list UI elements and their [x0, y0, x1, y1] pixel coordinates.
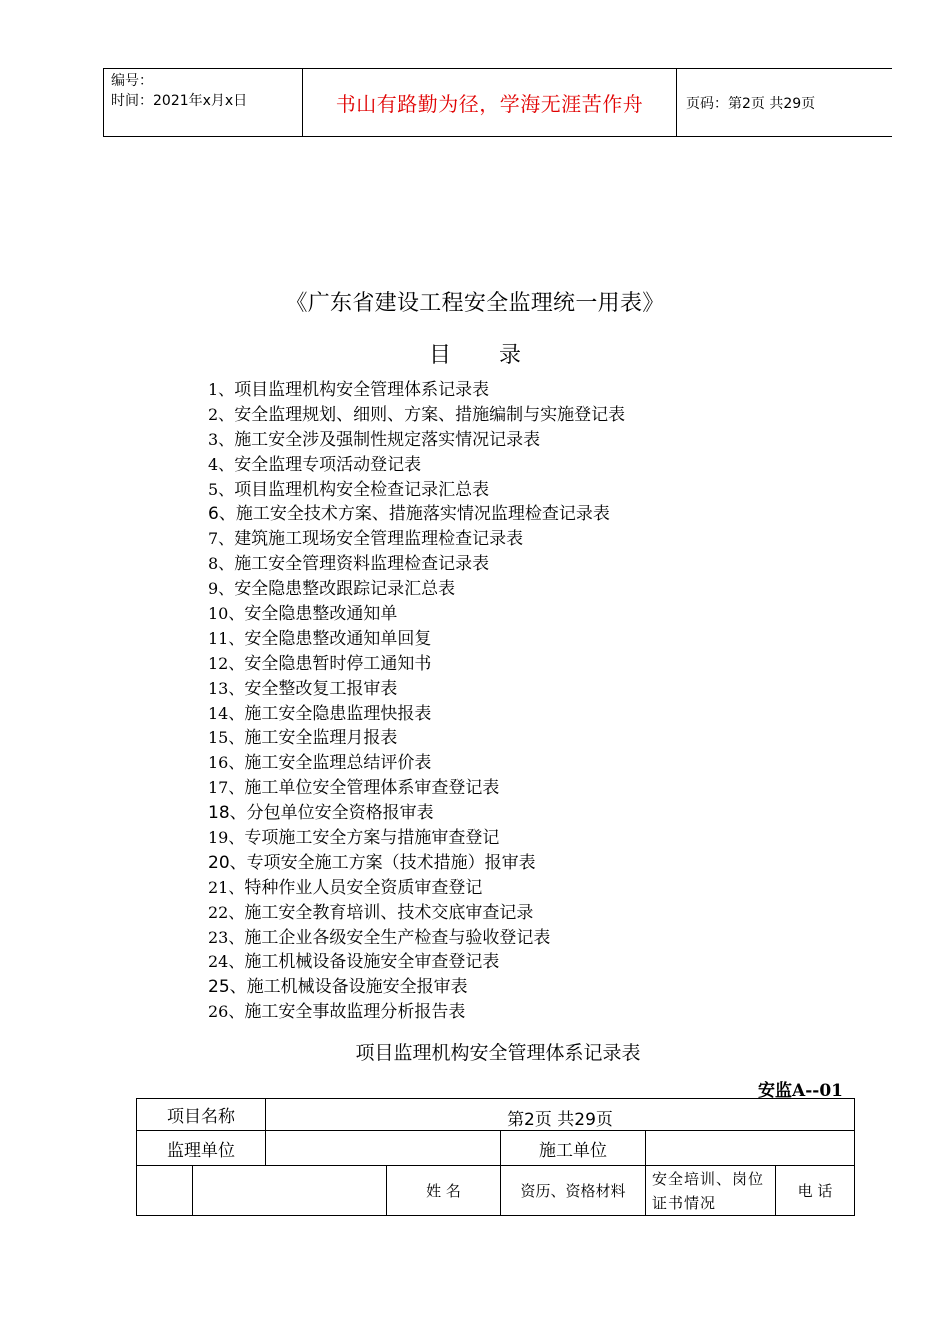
- col-training-header: 安全培训、岗位证书情况: [646, 1166, 776, 1216]
- toc-item-number: 24、: [208, 952, 245, 972]
- toc-item-number: 9、: [208, 579, 235, 599]
- toc-item: [208, 652, 625, 677]
- toc-item-text: 施工机械设备设施安全审查登记表: [244, 952, 500, 973]
- toc-item-number: 20、: [208, 852, 247, 873]
- toc-item: [208, 950, 625, 975]
- toc-item-number: 2、: [208, 404, 235, 424]
- toc-item: [208, 826, 625, 851]
- toc-item-text: 项目监理机构安全检查记录汇总表: [234, 479, 490, 500]
- toc-item-text: 施工安全监理总结评价表: [244, 753, 432, 774]
- table-of-contents: [208, 378, 625, 1025]
- toc-item-text: 专项安全施工方案（技术措施）报审表: [246, 852, 536, 873]
- toc-item-number: 19、: [208, 828, 245, 848]
- toc-item-number: 5、: [208, 479, 235, 499]
- toc-item-number: 7、: [208, 529, 235, 549]
- toc-item-number: 26、: [208, 1002, 245, 1022]
- col-phone-header: 电 话: [776, 1166, 855, 1216]
- toc-item: [208, 552, 625, 577]
- toc-item-number: 17、: [208, 778, 245, 798]
- toc-item-text: 施工安全隐患监理快报表: [244, 703, 432, 724]
- toc-item-text: 施工安全涉及强制性规定落实情况记录表: [234, 429, 541, 450]
- toc-item-text: 安全隐患整改通知单回复: [244, 628, 432, 649]
- col-qualification-header: 资历、资格材料: [501, 1166, 646, 1216]
- document-title: 《广东省建设工程安全监理统一用表》: [285, 291, 665, 316]
- toc-item-text: 施工安全技术方案、措施落实情况监理检查记录表: [235, 504, 610, 525]
- toc-item-number: 3、: [208, 429, 235, 449]
- toc-item: [208, 901, 625, 926]
- toc-item: [208, 702, 625, 727]
- number-label: 编号：: [111, 73, 153, 89]
- toc-item: [208, 577, 625, 602]
- toc-item-number: 4、: [208, 454, 235, 474]
- toc-item-number: 15、: [208, 728, 245, 748]
- supervisor-label: 监理单位: [137, 1131, 266, 1166]
- supervisor-field[interactable]: [266, 1131, 501, 1166]
- contractor-field[interactable]: [646, 1131, 855, 1166]
- toc-item: [208, 801, 625, 826]
- toc-item: [208, 851, 625, 876]
- toc-item: [208, 726, 625, 751]
- toc-heading-char-2: 录: [499, 343, 522, 368]
- toc-item: [208, 527, 625, 552]
- toc-heading: [0, 338, 950, 369]
- contractor-label: 施工单位: [501, 1131, 646, 1166]
- header-motto: 书山有路勤为径，学海无涯苦作舟: [303, 69, 677, 136]
- toc-item-number: 10、: [208, 604, 245, 624]
- toc-item-text: 安全监理专项活动登记表: [234, 454, 422, 475]
- toc-item-number: 25、: [208, 977, 247, 998]
- toc-item: [208, 502, 625, 527]
- toc-item: [208, 926, 625, 951]
- toc-item: [208, 677, 625, 702]
- toc-item-number: 12、: [208, 653, 245, 673]
- col-name-header: 姓 名: [387, 1166, 501, 1216]
- toc-item-text: 施工安全监理月报表: [244, 728, 398, 749]
- project-name-label: 项目名称: [137, 1099, 266, 1131]
- page-header: [103, 68, 892, 137]
- toc-item-text: 建筑施工现场安全管理监理检查记录表: [234, 529, 524, 550]
- toc-item: [208, 1000, 625, 1025]
- toc-item-text: 专项施工安全方案与措施审查登记: [244, 828, 500, 849]
- toc-item-number: 11、: [208, 628, 245, 648]
- form-title: 项目监理机构安全管理体系记录表: [355, 1042, 641, 1064]
- toc-item: [208, 876, 625, 901]
- toc-item-text: 安全监理规划、细则、方案、措施编制与实施登记表: [234, 404, 626, 425]
- toc-item-text: 施工企业各级安全生产检查与验收登记表: [244, 927, 551, 948]
- toc-item-text: 安全整改复工报审表: [244, 678, 398, 699]
- header-page-info: 页码：第2页 共29页: [686, 95, 816, 112]
- toc-item: [208, 428, 625, 453]
- toc-item-number: 21、: [208, 877, 245, 897]
- form-code: 安监A--01: [758, 1081, 843, 1101]
- time-line: 时间：2021年x月x日: [111, 93, 248, 109]
- toc-item-text: 分包单位安全资格报审表: [246, 803, 434, 824]
- page-mark: 第2页 共29页: [507, 1110, 613, 1130]
- empty-cell: [137, 1166, 193, 1216]
- toc-item: [208, 378, 625, 403]
- toc-item-text: 施工机械设备设施安全报审表: [246, 977, 468, 998]
- toc-item-text: 施工安全教育培训、技术交底审查记录: [244, 902, 534, 923]
- toc-item-text: 施工安全事故监理分析报告表: [244, 1002, 466, 1023]
- record-form-table: [136, 1098, 855, 1216]
- toc-item-number: 16、: [208, 753, 245, 773]
- toc-item-number: 14、: [208, 703, 245, 723]
- toc-item-text: 安全隐患整改跟踪记录汇总表: [234, 579, 456, 600]
- toc-item-text: 特种作业人员安全资质审查登记: [244, 877, 483, 898]
- toc-item: [208, 602, 625, 627]
- toc-heading-char-1: 目: [428, 343, 451, 368]
- toc-item: [208, 627, 625, 652]
- toc-item-number: 6、: [208, 504, 236, 525]
- toc-item: [208, 751, 625, 776]
- toc-item-number: 13、: [208, 678, 245, 698]
- toc-item-text: 安全隐患整改通知单: [244, 604, 398, 625]
- toc-item-text: 施工安全管理资料监理检查记录表: [234, 554, 490, 575]
- toc-item-text: 项目监理机构安全管理体系记录表: [234, 380, 490, 400]
- project-name-field[interactable]: [266, 1099, 855, 1131]
- toc-item-text: 安全隐患暂时停工通知书: [244, 653, 432, 674]
- header-meta: [103, 69, 303, 136]
- toc-item: [208, 975, 625, 1000]
- toc-item: [208, 453, 625, 478]
- toc-item-number: 8、: [208, 554, 235, 574]
- toc-item-text: 施工单位安全管理体系审查登记表: [244, 778, 500, 799]
- toc-item-number: 23、: [208, 927, 245, 947]
- toc-item-number: 22、: [208, 902, 245, 922]
- toc-item: [208, 776, 625, 801]
- toc-item: [208, 403, 625, 428]
- toc-item-number: 18、: [208, 803, 247, 824]
- toc-item: [208, 478, 625, 503]
- toc-item-number: 1、: [208, 380, 235, 399]
- empty-cell: [193, 1166, 387, 1216]
